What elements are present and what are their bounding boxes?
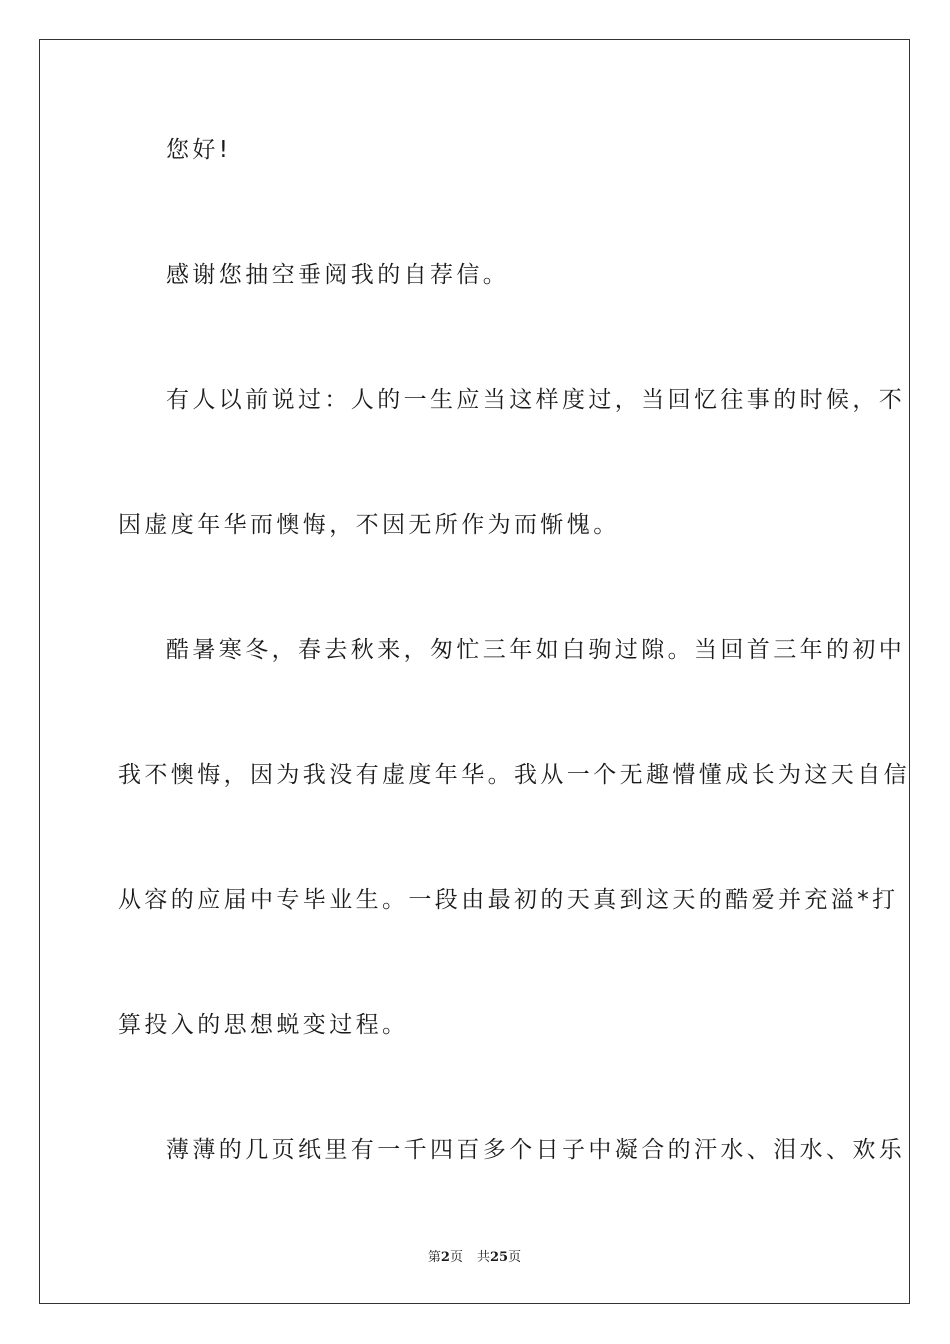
paragraph-line-5: 我不懊悔，因为我没有虚度年华。我从一个无趣懵懂成长为这天自信	[118, 762, 910, 788]
page-number: 2	[440, 1250, 450, 1265]
paragraph-line-7: 算投入的思想蜕变过程。	[118, 1012, 409, 1038]
page-footer	[40, 1249, 909, 1267]
paragraph-line-1: 感谢您抽空垂阅我的自荐信。	[166, 262, 510, 288]
paragraph-line-2: 有人以前说过：人的一生应当这样度过，当回忆往事的时候，不	[166, 387, 906, 413]
paragraph-line-8: 薄薄的几页纸里有一千四百多个日子中凝合的汗水、泪水、欢乐	[166, 1137, 906, 1163]
paragraph-line-4: 酷暑寒冬，春去秋来，匆忙三年如白驹过隙。当回首三年的初中	[166, 637, 906, 663]
page-prefix: 第	[427, 1250, 441, 1265]
page-suffix: 页	[449, 1250, 463, 1265]
total-pages: 25	[489, 1250, 509, 1265]
total-suffix: 页	[508, 1250, 522, 1265]
greeting-line: 您好!	[166, 137, 232, 163]
total-prefix: 共	[476, 1250, 490, 1265]
paragraph-line-6: 从容的应届中专毕业生。一段由最初的天真到这天的酷爱并充溢*打	[118, 887, 899, 913]
paragraph-line-3: 因虚度年华而懊悔，不因无所作为而惭愧。	[118, 512, 620, 538]
document-page	[39, 39, 910, 1304]
